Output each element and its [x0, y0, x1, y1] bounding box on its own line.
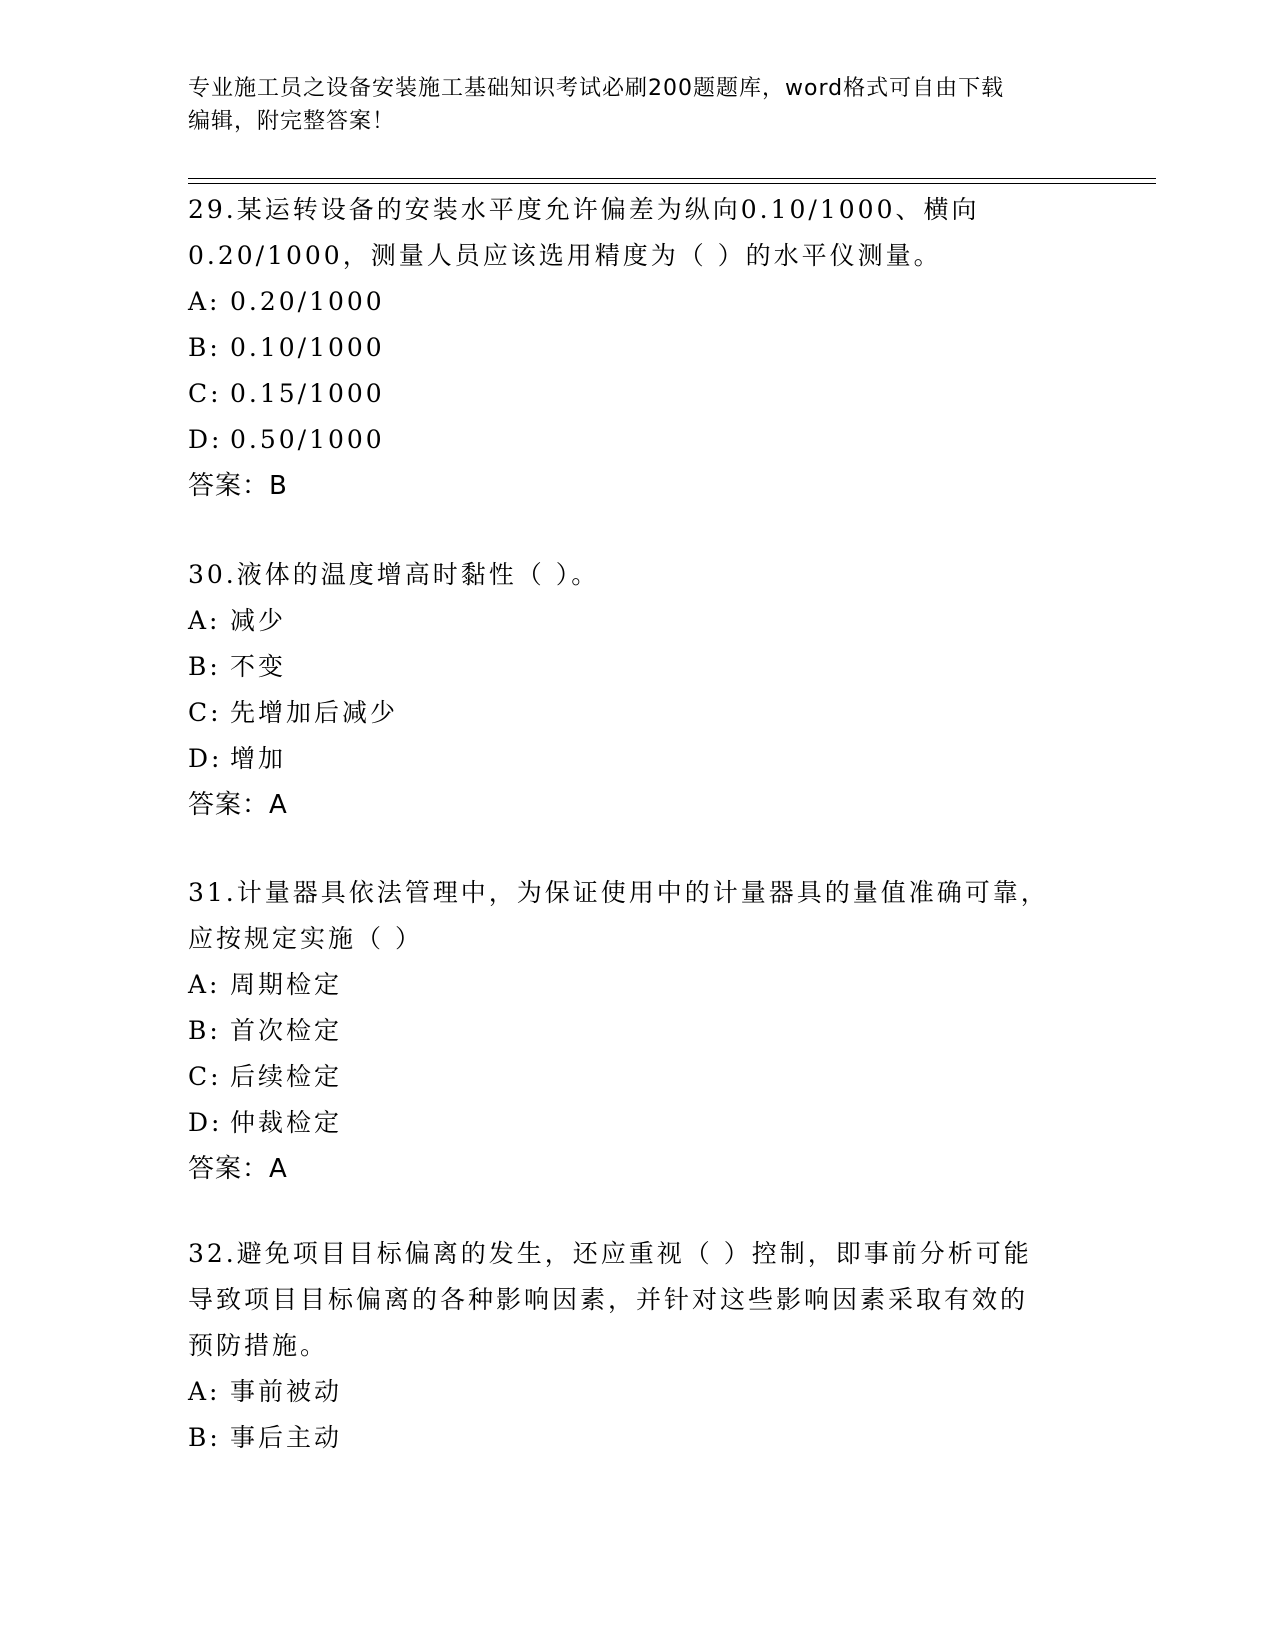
question-stem: [188, 1231, 1088, 1369]
stem-line: 32.避免项目目标偏离的发生，还应重视（ ）控制，即事前分析可能: [188, 1239, 1032, 1268]
header-divider-bottom: [188, 183, 1156, 184]
stem-line: 应按规定实施（ ）: [188, 924, 423, 953]
stem-line: 导致项目目标偏离的各种影响因素，并针对这些影响因素采取有效的: [188, 1285, 1029, 1314]
option-text: 事后主动: [230, 1423, 343, 1452]
answer-value: A: [269, 790, 288, 820]
option-d: [188, 736, 1088, 782]
option-c: [188, 690, 1088, 736]
question-stem: [188, 187, 1088, 279]
option-a: [188, 962, 1088, 1008]
answer-line: [188, 463, 1088, 509]
option-d: [188, 417, 1088, 463]
option-text: 0.15/1000: [230, 379, 385, 408]
option-b: [188, 325, 1088, 371]
option-letter: B:: [188, 333, 221, 362]
option-letter: A:: [188, 970, 221, 999]
option-text: 0.10/1000: [230, 333, 385, 362]
answer-value: A: [269, 1154, 288, 1184]
stem-line: 0.20/1000，测量人员应该选用精度为（ ）的水平仪测量。: [188, 241, 942, 270]
header-line-2: 编辑，附完整答案！: [188, 109, 396, 134]
option-letter: A:: [188, 1377, 221, 1406]
option-letter: C:: [188, 1062, 222, 1091]
option-letter: B:: [188, 1016, 221, 1045]
question-stem: [188, 870, 1088, 962]
option-a: [188, 598, 1088, 644]
answer-label: 答案：: [188, 471, 270, 501]
question-stem: [188, 552, 1088, 598]
option-letter: B:: [188, 652, 221, 681]
option-text: 周期检定: [230, 970, 343, 999]
option-text: 首次检定: [230, 1016, 343, 1045]
option-c: [188, 1054, 1088, 1100]
option-a: [188, 279, 1088, 325]
stem-line: 29.某运转设备的安装水平度允许偏差为纵向0.10/1000、横向: [188, 195, 980, 224]
stem-line: 30.液体的温度增高时黏性（ ）。: [188, 560, 600, 589]
option-c: [188, 371, 1088, 417]
option-d: [188, 1100, 1088, 1146]
option-letter: B:: [188, 1423, 221, 1452]
option-letter: A:: [188, 606, 221, 635]
answer-value: B: [269, 471, 288, 501]
option-text: 先增加后减少: [230, 698, 399, 727]
option-letter: C:: [188, 379, 222, 408]
question-30: [188, 552, 1088, 828]
document-header: [188, 72, 1088, 138]
option-letter: D:: [188, 425, 223, 454]
option-text: 仲裁检定: [230, 1108, 343, 1137]
answer-line: [188, 1146, 1088, 1192]
question-29: [188, 187, 1088, 509]
header-line-1: 专业施工员之设备安装施工基础知识考试必刷200题题库，word格式可自由下载: [188, 76, 1005, 101]
option-letter: D:: [188, 744, 223, 773]
option-text: 减少: [230, 606, 287, 635]
option-b: [188, 644, 1088, 690]
option-text: 增加: [230, 744, 287, 773]
option-text: 后续检定: [230, 1062, 343, 1091]
question-31: [188, 870, 1088, 1192]
question-32: [188, 1231, 1088, 1461]
answer-line: [188, 782, 1088, 828]
answer-label: 答案：: [188, 790, 270, 820]
option-letter: C:: [188, 698, 222, 727]
option-text: 不变: [230, 652, 287, 681]
stem-line: 31.计量器具依法管理中，为保证使用中的计量器具的量值准确可靠，: [188, 878, 1049, 907]
stem-line: 预防措施。: [188, 1331, 329, 1360]
option-text: 事前被动: [230, 1377, 343, 1406]
option-letter: A:: [188, 287, 221, 316]
option-b: [188, 1008, 1088, 1054]
header-divider-top: [188, 178, 1156, 179]
option-text: 0.20/1000: [230, 287, 385, 316]
answer-label: 答案：: [188, 1154, 270, 1184]
option-b: [188, 1415, 1088, 1461]
option-a: [188, 1369, 1088, 1415]
option-letter: D:: [188, 1108, 223, 1137]
option-text: 0.50/1000: [230, 425, 385, 454]
